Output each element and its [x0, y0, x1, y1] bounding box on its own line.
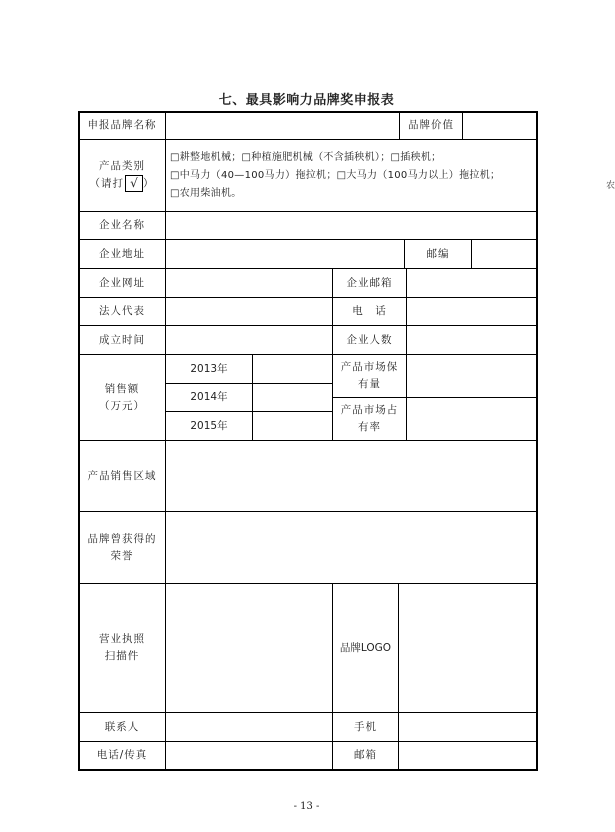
legal-rep-label: 法人代表 [99, 305, 145, 317]
category-hint-prefix: （请打 [89, 177, 124, 190]
market-share-field[interactable] [407, 398, 536, 440]
honors-label: 品牌曾获得的 荣誉 [87, 532, 157, 562]
market-share-label: 产品市场占 有率 [340, 404, 399, 433]
brand-value-label: 品牌价值 [408, 119, 454, 131]
logo-upload-field[interactable] [399, 584, 536, 712]
founded-field[interactable] [166, 326, 332, 354]
honors-field[interactable] [166, 512, 536, 583]
website-label: 企业网址 [99, 276, 145, 289]
sales-2013-field[interactable] [253, 355, 332, 383]
year-2014-label: 2014年 [190, 391, 228, 403]
phone-field[interactable] [407, 298, 536, 325]
company-email-field[interactable] [407, 269, 536, 297]
postcode-label: 邮编 [426, 247, 450, 260]
legal-rep-field[interactable] [166, 298, 332, 325]
company-email-label: 企业邮箱 [346, 276, 393, 289]
product-category-label [79, 140, 165, 211]
phone-fax-label: 电话/传真 [96, 749, 148, 761]
phone-label: 电 话 [352, 305, 387, 317]
postcode-field[interactable] [472, 240, 536, 268]
contact-label: 联系人 [104, 720, 140, 733]
company-address-label: 企业地址 [99, 247, 145, 260]
phone-fax-field[interactable] [166, 742, 332, 769]
year-2015-label: 2015年 [190, 419, 228, 432]
brand-value-field[interactable] [463, 112, 536, 139]
mobile-label: 手机 [354, 720, 377, 733]
table-border-bottom [78, 769, 537, 771]
sales-region-label: 产品销售区域 [87, 469, 157, 482]
company-name-field[interactable] [166, 212, 536, 239]
side-margin-mark: 农 [606, 181, 615, 191]
market-holding-field[interactable] [407, 355, 536, 397]
sales-2015-field[interactable] [253, 412, 332, 440]
year-2013-label: 2013年 [190, 362, 228, 375]
category-hint-suffix: ） [143, 177, 155, 190]
sales-label: 销售额 （万元） [99, 382, 145, 412]
website-field[interactable] [166, 269, 332, 297]
brand-name-field[interactable] [166, 112, 399, 139]
sales-2014-field[interactable] [253, 384, 332, 411]
form-title: 七、最具影响力品牌奖申报表 [218, 93, 395, 108]
sales-region-field[interactable] [166, 441, 536, 511]
logo-label: 品牌LOGO [339, 641, 392, 654]
company-address-field[interactable] [166, 240, 404, 268]
brand-name-label: 申报品牌名称 [87, 119, 157, 131]
category-label-text: 产品类别 [99, 160, 145, 173]
license-upload-field[interactable] [166, 584, 332, 712]
email-field[interactable] [399, 742, 536, 769]
email-label: 邮箱 [354, 749, 377, 761]
license-label: 营业执照 扫描件 [99, 633, 145, 662]
employees-label: 企业人数 [346, 333, 393, 346]
mobile-field[interactable] [399, 713, 536, 741]
category-options[interactable]: □耕整地机械；□种植施肥机械（不含插秧机）；□插秧机； □中马力（40—100马力）拖拉机；□大马力（100马力以上）拖拉机； □农用柴油机。 [170, 151, 501, 199]
page-number: - 13 - [293, 801, 320, 812]
employees-field[interactable] [407, 326, 536, 354]
market-holding-label: 产品市场保 有量 [340, 361, 399, 390]
company-name-label: 企业名称 [99, 219, 145, 231]
category-hint [90, 175, 155, 193]
checkmark-icon: √ [125, 175, 143, 192]
contact-field[interactable] [166, 713, 332, 741]
table-border-right [536, 111, 538, 771]
founded-label: 成立时间 [99, 333, 145, 346]
